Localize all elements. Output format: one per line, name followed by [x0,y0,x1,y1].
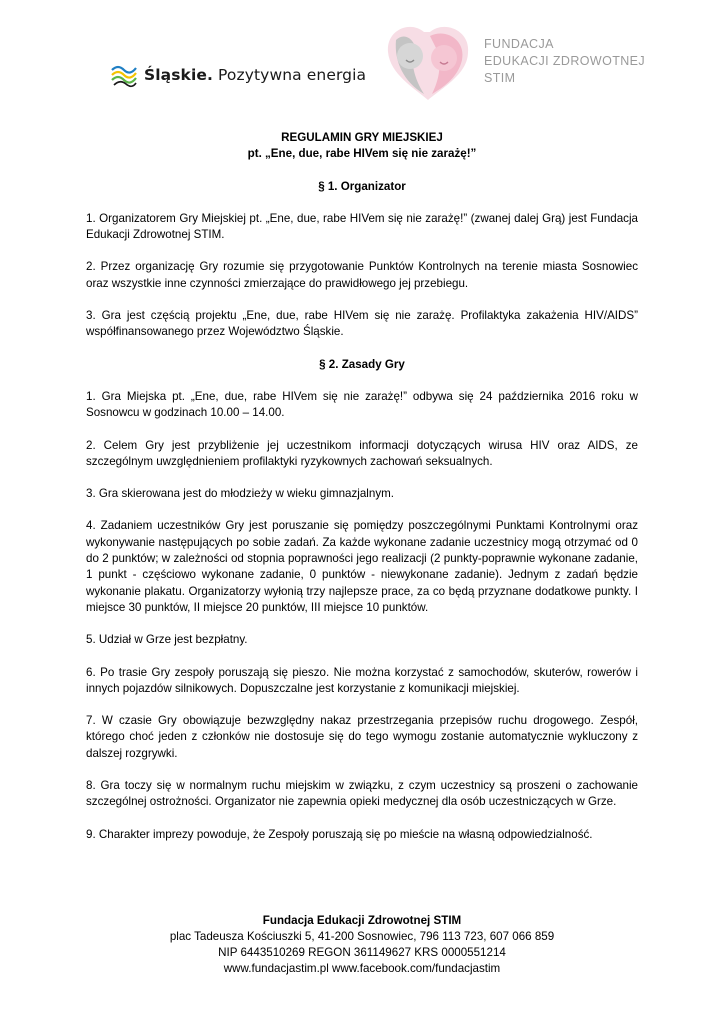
slaskie-brand: Śląskie. [144,66,213,84]
foundation-line-3: STIM [484,71,516,85]
section-1-paragraph-1: 1. Organizatorem Gry Miejskiej pt. „Ene, due, rabe HIVem się nie zarażę!” (zwanej dalej Grą) jest Fundacja Edukacji Zdrowotnej STIM. [86,211,638,242]
section-1-heading: § 1. Organizator [318,179,406,193]
document-body [86,130,638,843]
footer-foundation-name: Fundacja Edukacji Zdrowotnej STIM [262,914,462,927]
slaskie-logo-text [144,66,366,84]
section-2-paragraph-1: 1. Gra Miejska pt. „Ene, due, rabe HIVem się nie zarażę!” odbywa się 24 października 2016 roku w Sosnowcu w godzinach 10.00 – 14.00. [86,389,638,420]
footer-registry-ids: NIP 6443510269 REGON 361149627 KRS 0000551214 [218,946,506,959]
section-2-paragraph-2: 2. Celem Gry jest przybliżenie jej uczestnikom informacji dotyczących wirusa HIV oraz AIDS, ze szczególnym uwzględnieniem profilaktyki ryzykownych zachowań seksualnych. [86,438,638,468]
section-1-paragraph-2: 2. Przez organizację Gry rozumie się przygotowanie Punktów Kontrolnych na terenie miasta Sosnowiec oraz wszystkie inne czynności zmierzające do prawidłowego jej przebiegu. [86,260,638,290]
document-footer [0,913,724,977]
slaskie-tagline: Pozytywna energia [218,66,367,84]
section-2-paragraph-4: 4. Zadaniem uczestników Gry jest poruszanie się pomiędzy poszczególnymi Punktami Kontrolnymi oraz wykonywanie następujących po sobie zadań. Za każde wykonane zadanie uczestnicy mogą otrzymać od 0 do 2 punktów; w zależności od stopnia poprawności jego realizacji (2 punkty-poprawnie wykonane zadanie, 1 punkt - częściowo wykonane zadanie, 0 punktów - niewykonane zadanie). Jednym z zadań będzie wykonanie plakatu. Organizatorzy wyłonią trzy najlepsze prace, za co będą przyznane dodatkowe punkty. I miejsce 30 punktów, II miejsce 20 punktów, III miejsce 10 punktów. [86,519,638,614]
foundation-line-1: FUNDACJA [484,37,554,51]
foundation-name-logo [484,36,645,87]
section-2-paragraph-8: 8. Gra toczy się w normalnym ruchu miejskim w związku, z czym uczestnicy są proszeni o zachowanie szczególnej ostrożności. Organizator nie zapewnia opieki medycznej dla osób uczestniczących w Grze. [86,779,638,809]
footer-address: plac Tadeusza Kościuszki 5, 41-200 Sosnowiec, 796 113 723, 607 066 859 [169,930,555,943]
section-2-paragraph-5: 5. Udział w Grze jest bezpłatny. [86,633,248,647]
document-title: REGULAMIN GRY MIEJSKIEJ [281,131,443,144]
slaskie-logo [110,62,366,88]
footer-websites: www.fundacjastim.pl www.facebook.com/fundacjastim [223,962,501,975]
document-subtitle: pt. „Ene, due, rabe HIVem się nie zarażę!” [247,147,477,161]
section-2-paragraph-6: 6. Po trasie Gry zespoły poruszają się pieszo. Nie można korzystać z samochodów, skuterów, rowerów i innych pojazdów silnikowych. Dopuszczalne jest korzystanie z komunikacji miejskiej. [86,665,638,695]
stim-logo [384,22,645,102]
section-2-paragraph-7: 7. W czasie Gry obowiązuje bezwzględny nakaz przestrzegania przepisów ruchu drogowego. Zespół, którego choć jeden z członków nie dostosuje się do tego wymogu zostanie automatycznie wykluczony z dalszej rozgrywki. [86,714,638,760]
slaskie-wave-icon [110,62,138,88]
two-faces-icon [384,22,472,102]
section-2-heading: § 2. Zasady Gry [319,357,405,371]
section-2-paragraph-9: 9. Charakter imprezy powoduje, że Zespoły poruszają się po mieście na własną odpowiedzialność. [86,827,593,841]
section-1-paragraph-3: 3. Gra jest częścią projektu „Ene, due, rabe HIVem się nie zarażę. Profilaktyka zakażenia HIV/AIDS” współfinansowanego przez Województwo Śląskie. [86,309,638,339]
section-2-paragraph-3: 3. Gra skierowana jest do młodzieży w wieku gimnazjalnym. [86,487,394,501]
foundation-line-2: EDUKACJI ZDROWOTNEJ [484,54,646,68]
